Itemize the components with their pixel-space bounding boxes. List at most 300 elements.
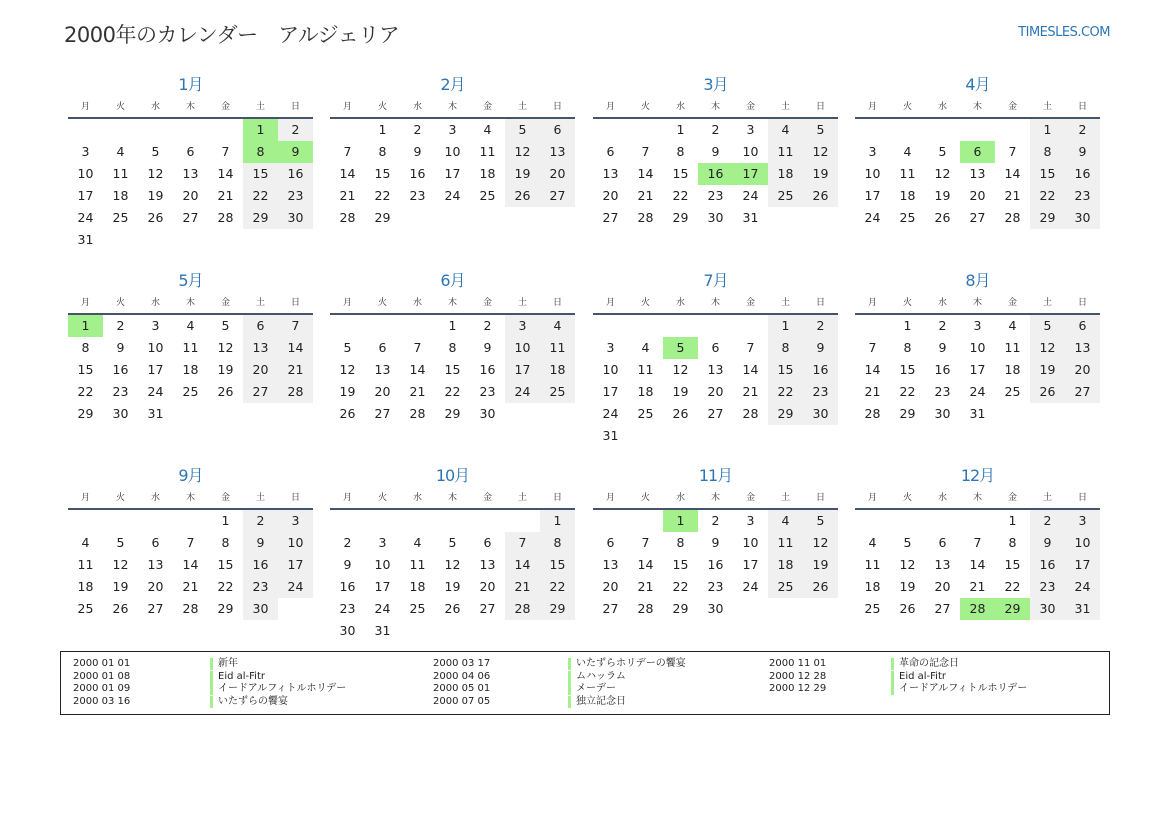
weekday-label: 木	[447, 493, 457, 503]
empty-day-cell	[768, 598, 803, 620]
weekday-label: 火	[115, 298, 125, 308]
week-row	[68, 554, 313, 576]
day-cell: 28	[637, 601, 654, 616]
week-row	[855, 141, 1100, 163]
empty-day-cell	[435, 207, 470, 229]
holiday-name: ムハッラム	[568, 671, 626, 683]
day-cell: 3	[151, 318, 160, 333]
day-cell: 15	[672, 557, 689, 572]
day-cell: 11	[899, 166, 916, 181]
day-cell: 5	[343, 340, 352, 355]
empty-day-cell	[435, 620, 470, 642]
holiday-day-cell: 5	[663, 337, 698, 359]
day-cell: 4	[1008, 318, 1017, 333]
day-cell: 27	[479, 601, 496, 616]
day-cell: 11	[637, 362, 654, 377]
day-cell: 6	[938, 535, 947, 550]
holiday-date: 2000 03 16	[73, 695, 131, 707]
day-cell: 5	[803, 510, 838, 532]
week-row	[593, 315, 838, 337]
day-cell: 16	[934, 362, 951, 377]
week-row	[330, 359, 575, 381]
weekday-label: 水	[150, 102, 160, 112]
day-cell: 11	[112, 166, 129, 181]
month-name: 2月	[440, 75, 465, 94]
day-cell: 6	[151, 535, 160, 550]
day-cell: 18	[112, 188, 129, 203]
holiday-day-cell: 29	[995, 598, 1030, 620]
day-cell: 27	[147, 601, 164, 616]
empty-day-cell	[925, 510, 960, 532]
day-cell: 25	[768, 576, 803, 598]
day-cell: 31	[969, 406, 986, 421]
day-cell: 8	[768, 337, 803, 359]
day-cell: 8	[676, 535, 685, 550]
day-cell: 25	[864, 601, 881, 616]
day-cell: 21	[742, 384, 759, 399]
day-cell: 22	[444, 384, 461, 399]
day-cell: 4	[186, 318, 195, 333]
day-cell: 25	[637, 406, 654, 421]
weekday-label: 月	[80, 298, 90, 308]
day-cell: 18	[409, 579, 426, 594]
day-cell: 23	[479, 384, 496, 399]
weekday-label: 木	[710, 493, 720, 503]
day-cell: 19	[934, 188, 951, 203]
day-cell: 9	[116, 340, 125, 355]
day-cell: 20	[1065, 359, 1100, 381]
holiday-date: 2000 12 28	[769, 670, 827, 682]
day-cell: 24	[77, 210, 94, 225]
weekday-label: 日	[290, 493, 300, 503]
month-calendar	[855, 463, 1100, 620]
day-cell: 15	[217, 557, 234, 572]
day-cell: 29	[768, 403, 803, 425]
day-cell: 11	[77, 557, 94, 572]
weekday-label: 日	[290, 102, 300, 112]
day-cell: 28	[505, 598, 540, 620]
empty-day-cell	[855, 119, 890, 141]
empty-day-cell	[890, 510, 925, 532]
weekday-label: 月	[867, 298, 877, 308]
day-cell: 29	[374, 210, 391, 225]
holiday-day-cell: 1	[663, 510, 698, 532]
day-cell: 30	[243, 598, 278, 620]
day-cell: 8	[1008, 535, 1017, 550]
weekday-label: 水	[937, 102, 947, 112]
day-cell: 18	[77, 579, 94, 594]
day-cell: 22	[217, 579, 234, 594]
day-cell: 2	[413, 122, 422, 137]
day-cell: 14	[637, 557, 654, 572]
month-name: 7月	[703, 271, 728, 290]
day-cell: 30	[707, 601, 724, 616]
day-cell: 24	[1065, 576, 1100, 598]
site-link[interactable]: TIMESLES.COM	[1018, 25, 1110, 40]
day-cell: 4	[81, 535, 90, 550]
empty-day-cell	[243, 403, 278, 425]
holiday-date: 2000 05 01	[433, 683, 491, 694]
day-cell: 23	[707, 188, 724, 203]
week-row	[68, 337, 313, 359]
empty-day-cell	[470, 620, 505, 642]
day-cell: 20	[479, 579, 496, 594]
empty-day-cell	[400, 207, 435, 229]
day-cell: 9	[243, 532, 278, 554]
empty-day-cell	[208, 403, 243, 425]
empty-day-cell	[68, 119, 103, 141]
day-cell: 13	[969, 166, 986, 181]
week-row	[330, 119, 575, 141]
week-row	[330, 598, 575, 620]
day-cell: 29	[77, 406, 94, 421]
day-cell: 9	[711, 144, 720, 159]
day-cell: 17	[77, 188, 94, 203]
day-cell: 13	[182, 166, 199, 181]
empty-day-cell	[733, 315, 768, 337]
day-cell: 13	[707, 362, 724, 377]
day-cell: 5	[903, 535, 912, 550]
week-row	[593, 381, 838, 403]
day-cell: 21	[409, 384, 426, 399]
day-cell: 23	[803, 381, 838, 403]
day-cell: 14	[278, 337, 313, 359]
day-cell: 21	[637, 188, 654, 203]
month-calendar	[68, 268, 313, 425]
day-cell: 16	[278, 163, 313, 185]
page-title: 2000年のカレンダー アルジェリア	[64, 23, 400, 47]
week-row	[330, 532, 575, 554]
month-name: 12月	[960, 466, 995, 485]
day-cell: 4	[768, 510, 803, 532]
day-cell: 17	[278, 554, 313, 576]
weekday-label: 水	[412, 493, 422, 503]
day-cell: 16	[339, 579, 356, 594]
day-cell: 2	[711, 122, 720, 137]
week-row	[330, 163, 575, 185]
day-cell: 2	[243, 510, 278, 532]
month-calendar	[330, 72, 575, 229]
day-cell: 29	[444, 406, 461, 421]
day-cell: 8	[903, 340, 912, 355]
holiday-name: いたずらの饗宴	[210, 696, 288, 708]
day-cell: 18	[540, 359, 575, 381]
empty-day-cell	[103, 119, 138, 141]
day-cell: 22	[672, 188, 689, 203]
day-cell: 22	[540, 576, 575, 598]
day-cell: 7	[343, 144, 352, 159]
empty-day-cell	[173, 403, 208, 425]
day-cell: 4	[483, 122, 492, 137]
day-cell: 9	[1030, 532, 1065, 554]
day-cell: 31	[147, 406, 164, 421]
day-cell: 16	[1065, 163, 1100, 185]
day-cell: 8	[81, 340, 90, 355]
empty-day-cell	[278, 229, 313, 251]
day-cell: 4	[540, 315, 575, 337]
week-row	[593, 532, 838, 554]
empty-day-cell	[173, 510, 208, 532]
weekday-label: 土	[1042, 493, 1052, 503]
month-name: 3月	[703, 75, 728, 94]
day-cell: 22	[374, 188, 391, 203]
weekday-label: 金	[1007, 493, 1017, 503]
week-row	[68, 229, 313, 251]
day-cell: 18	[479, 166, 496, 181]
week-row	[68, 510, 313, 532]
weekday-label: 金	[745, 102, 755, 112]
day-cell: 12	[1030, 337, 1065, 359]
empty-day-cell	[628, 119, 663, 141]
day-cell: 1	[448, 318, 457, 333]
empty-day-cell	[173, 119, 208, 141]
weekday-label: 月	[605, 493, 615, 503]
day-cell: 26	[899, 601, 916, 616]
day-cell: 21	[217, 188, 234, 203]
empty-day-cell	[330, 119, 365, 141]
day-cell: 22	[243, 185, 278, 207]
day-cell: 15	[77, 362, 94, 377]
holiday-name: Eid al-Fitr	[891, 671, 946, 683]
day-cell: 13	[243, 337, 278, 359]
day-cell: 6	[540, 119, 575, 141]
day-cell: 28	[182, 601, 199, 616]
day-cell: 3	[81, 144, 90, 159]
day-cell: 25	[768, 185, 803, 207]
week-row	[855, 403, 1100, 425]
day-cell: 15	[1004, 557, 1021, 572]
weekday-label: 火	[377, 493, 387, 503]
weekday-label: 日	[552, 493, 562, 503]
day-cell: 26	[1030, 381, 1065, 403]
weekday-label: 土	[517, 298, 527, 308]
week-row	[593, 425, 838, 447]
day-cell: 25	[1004, 384, 1021, 399]
day-cell: 7	[505, 532, 540, 554]
day-cell: 22	[899, 384, 916, 399]
day-cell: 21	[637, 579, 654, 594]
empty-day-cell	[960, 119, 995, 141]
holiday-day-cell: 28	[960, 598, 995, 620]
day-cell: 14	[182, 557, 199, 572]
empty-day-cell	[803, 425, 838, 447]
day-cell: 2	[938, 318, 947, 333]
day-cell: 24	[505, 381, 540, 403]
day-cell: 10	[147, 340, 164, 355]
day-cell: 16	[803, 359, 838, 381]
day-cell: 4	[903, 144, 912, 159]
empty-day-cell	[138, 510, 173, 532]
week-row	[68, 119, 313, 141]
weekday-header	[68, 293, 313, 315]
day-cell: 13	[479, 557, 496, 572]
day-cell: 13	[540, 141, 575, 163]
day-cell: 28	[339, 210, 356, 225]
day-cell: 8	[448, 340, 457, 355]
day-cell: 22	[768, 381, 803, 403]
day-cell: 18	[637, 384, 654, 399]
day-cell: 17	[602, 384, 619, 399]
day-cell: 5	[448, 535, 457, 550]
day-cell: 3	[868, 144, 877, 159]
empty-day-cell	[505, 403, 540, 425]
day-cell: 21	[1004, 188, 1021, 203]
weekday-label: 火	[115, 102, 125, 112]
day-cell: 25	[409, 601, 426, 616]
holiday-date: 2000 11 01	[769, 658, 827, 669]
day-cell: 1	[221, 513, 230, 528]
day-cell: 24	[374, 601, 391, 616]
day-cell: 3	[448, 122, 457, 137]
day-cell: 2	[116, 318, 125, 333]
empty-day-cell	[400, 315, 435, 337]
day-cell: 19	[339, 384, 356, 399]
empty-day-cell	[593, 510, 628, 532]
week-row	[68, 315, 313, 337]
weekday-label: 火	[640, 102, 650, 112]
empty-day-cell	[540, 403, 575, 425]
day-cell: 15	[374, 166, 391, 181]
day-cell: 22	[1004, 579, 1021, 594]
weekday-label: 月	[605, 102, 615, 112]
day-cell: 23	[409, 188, 426, 203]
week-row	[593, 163, 838, 185]
day-cell: 27	[243, 381, 278, 403]
day-cell: 18	[864, 579, 881, 594]
day-cell: 20	[182, 188, 199, 203]
month-calendar	[855, 72, 1100, 229]
month-calendar	[593, 268, 838, 447]
empty-day-cell	[663, 425, 698, 447]
week-row	[68, 141, 313, 163]
day-cell: 12	[505, 141, 540, 163]
day-cell: 10	[374, 557, 391, 572]
day-cell: 16	[479, 362, 496, 377]
weekday-label: 火	[902, 298, 912, 308]
day-cell: 26	[672, 406, 689, 421]
day-cell: 6	[1065, 315, 1100, 337]
day-cell: 30	[707, 210, 724, 225]
weekday-label: 日	[552, 102, 562, 112]
empty-day-cell	[925, 119, 960, 141]
weekday-label: 金	[745, 493, 755, 503]
day-cell: 21	[182, 579, 199, 594]
empty-day-cell	[330, 315, 365, 337]
week-row	[330, 337, 575, 359]
week-row	[593, 576, 838, 598]
empty-day-cell	[593, 119, 628, 141]
day-cell: 23	[1065, 185, 1100, 207]
week-row	[68, 576, 313, 598]
weekday-label: 水	[937, 493, 947, 503]
day-cell: 20	[934, 579, 951, 594]
weekday-label: 水	[675, 102, 685, 112]
week-row	[68, 163, 313, 185]
weekday-label: 金	[482, 298, 492, 308]
weekday-label: 日	[290, 298, 300, 308]
weekday-label: 金	[482, 493, 492, 503]
months-grid	[68, 72, 1102, 642]
week-row	[68, 207, 313, 229]
day-cell: 29	[899, 406, 916, 421]
weekday-label: 水	[412, 102, 422, 112]
day-cell: 19	[803, 163, 838, 185]
week-row	[68, 185, 313, 207]
week-row	[330, 381, 575, 403]
holiday-date: 2000 03 17	[433, 658, 491, 669]
weekday-label: 金	[745, 298, 755, 308]
empty-day-cell	[803, 598, 838, 620]
day-cell: 13	[602, 557, 619, 572]
weekday-label: 水	[150, 493, 160, 503]
day-cell: 2	[278, 119, 313, 141]
day-cell: 24	[278, 576, 313, 598]
day-cell: 2	[711, 513, 720, 528]
weekday-label: 日	[1077, 298, 1087, 308]
empty-day-cell	[628, 315, 663, 337]
month-name: 4月	[965, 75, 990, 94]
day-cell: 29	[672, 210, 689, 225]
week-row	[593, 119, 838, 141]
day-cell: 6	[483, 535, 492, 550]
day-cell: 27	[707, 406, 724, 421]
day-cell: 27	[1065, 381, 1100, 403]
week-row	[68, 381, 313, 403]
day-cell: 14	[409, 362, 426, 377]
weekday-label: 日	[1077, 102, 1087, 112]
day-cell: 1	[676, 122, 685, 137]
day-cell: 4	[868, 535, 877, 550]
empty-day-cell	[628, 425, 663, 447]
week-row	[855, 554, 1100, 576]
week-row	[855, 337, 1100, 359]
day-cell: 20	[602, 188, 619, 203]
day-cell: 6	[711, 340, 720, 355]
day-cell: 29	[1030, 207, 1065, 229]
week-row	[68, 598, 313, 620]
day-cell: 30	[803, 403, 838, 425]
day-cell: 12	[444, 557, 461, 572]
day-cell: 15	[1030, 163, 1065, 185]
empty-day-cell	[208, 119, 243, 141]
day-cell: 29	[672, 601, 689, 616]
day-cell: 15	[672, 166, 689, 181]
day-cell: 23	[278, 185, 313, 207]
day-cell: 16	[707, 557, 724, 572]
day-cell: 23	[243, 576, 278, 598]
day-cell: 25	[77, 601, 94, 616]
day-cell: 8	[1030, 141, 1065, 163]
day-cell: 20	[969, 188, 986, 203]
day-cell: 28	[278, 381, 313, 403]
month-calendar	[330, 268, 575, 425]
week-row	[330, 510, 575, 532]
weekday-label: 土	[1042, 298, 1052, 308]
day-cell: 29	[217, 601, 234, 616]
day-cell: 4	[641, 340, 650, 355]
day-cell: 12	[147, 166, 164, 181]
weekday-label: 水	[150, 298, 160, 308]
weekday-label: 土	[1042, 102, 1052, 112]
day-cell: 11	[182, 340, 199, 355]
day-cell: 5	[1030, 315, 1065, 337]
day-cell: 23	[707, 579, 724, 594]
day-cell: 22	[672, 579, 689, 594]
day-cell: 31	[742, 210, 759, 225]
day-cell: 19	[444, 579, 461, 594]
day-cell: 24	[444, 188, 461, 203]
weekday-label: 木	[710, 102, 720, 112]
